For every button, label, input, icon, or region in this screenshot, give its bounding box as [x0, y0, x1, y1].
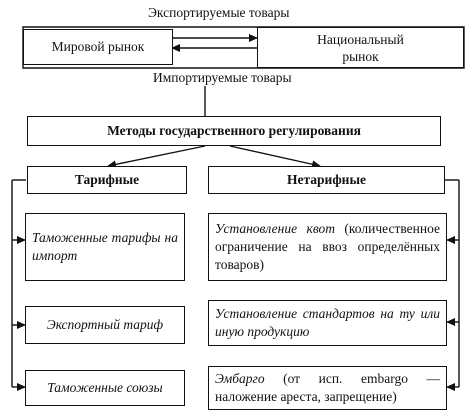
- tariff-item-text: Экспортный тариф: [46, 317, 164, 332]
- tariff-item-export-tariff: [25, 306, 185, 344]
- tariff-item-text: Таможенные союзы: [47, 380, 163, 395]
- national-market-label-line2: рынок: [342, 48, 379, 64]
- nontariff-item-note: (от исп. embargo — наложение ареста, запрещение): [215, 371, 440, 404]
- nontariff-item-emphasis: Эмбарго: [215, 371, 265, 386]
- world-market-label: Мировой рынок: [51, 39, 145, 54]
- nontariff-item-text: [209, 220, 446, 274]
- tariff-item-customs-unions: [25, 370, 185, 406]
- nontariff-item-standards: [208, 300, 447, 346]
- nontariff-item-note: (количественное ограничение на ввоз определённых товаров): [215, 221, 440, 272]
- exported-goods-label: Экспортируемые товары: [148, 5, 290, 20]
- national-market-label-line1: Национальный: [317, 31, 404, 47]
- tariff-item-text: Таможенные тарифы на импорт: [32, 230, 178, 263]
- regulation-methods-title: Методы государственного регулирования: [107, 123, 361, 138]
- nontariff-item-embargo: [208, 366, 447, 410]
- nontariff-methods-box: [208, 166, 445, 194]
- arrow-to-nontariff: [230, 146, 320, 166]
- tariff-methods-title: Тарифные: [74, 172, 140, 187]
- world-market-box: [23, 29, 173, 65]
- tariff-methods-box: [27, 166, 187, 194]
- nontariff-item-emphasis: Установление квот: [215, 221, 335, 236]
- nontariff-methods-title: Нетарифные: [287, 172, 366, 187]
- arrow-to-tariff: [108, 146, 205, 166]
- nontariff-item-quotas: [208, 213, 447, 281]
- nontariff-item-text: [209, 370, 446, 406]
- regulation-methods-box: [27, 116, 441, 146]
- imported-goods-label: Импортируемые товары: [153, 70, 292, 85]
- tariff-item-import-duties: [25, 213, 185, 281]
- national-market-box: [257, 27, 464, 68]
- nontariff-item-text: Установление стандартов на ту или иную продукцию: [215, 306, 440, 339]
